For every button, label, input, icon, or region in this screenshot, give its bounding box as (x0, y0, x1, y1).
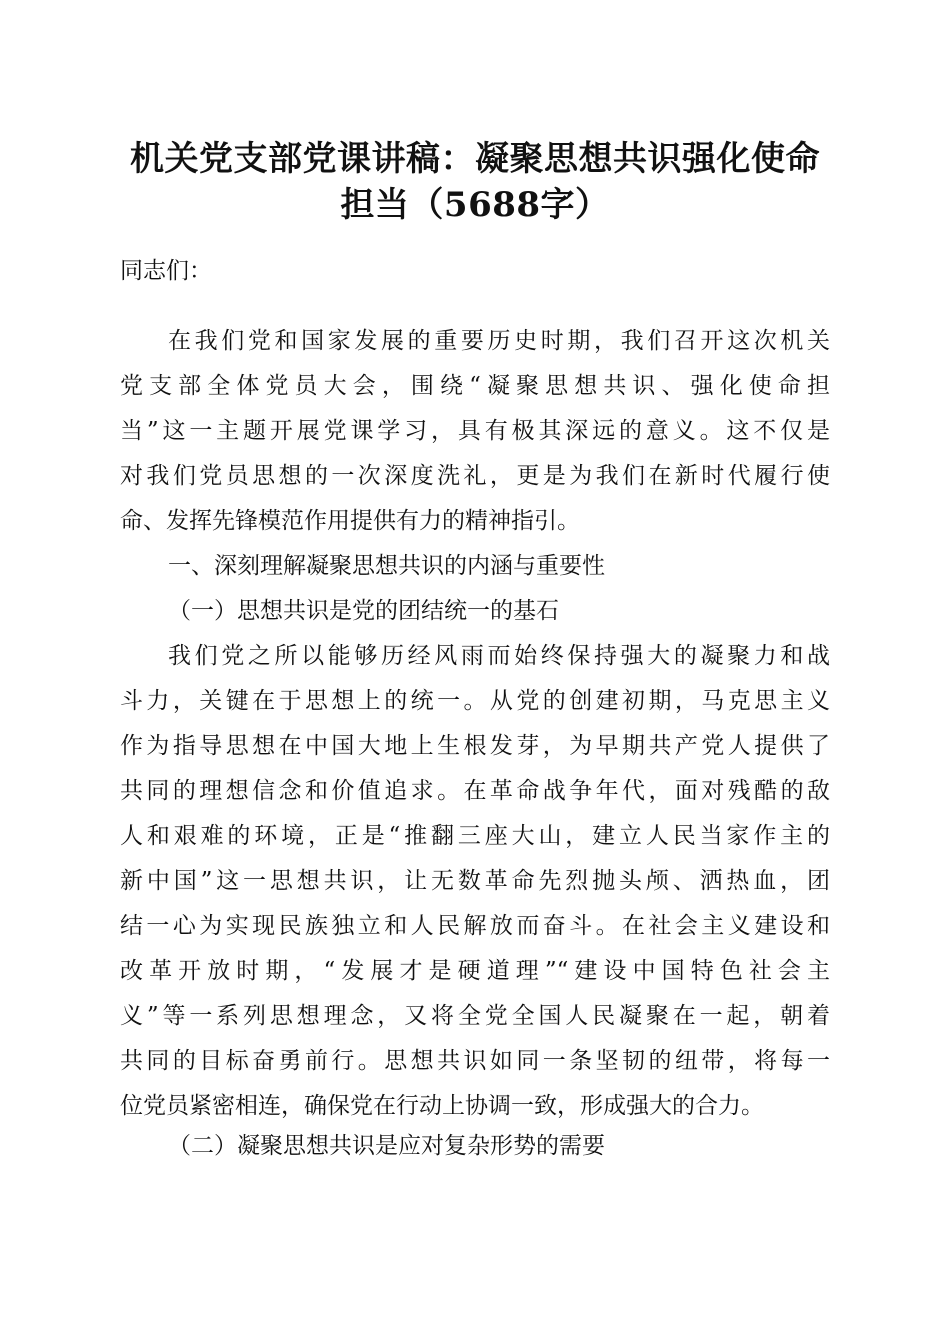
paragraph-line: 共同的理想信念和价值追求。在革命战争年代，面对残酷的敌 (120, 778, 830, 804)
salutation: 同志们： (120, 258, 212, 284)
paragraph-line: 人和艰难的环境，正是“推翻三座大山，建立人民当家作主的 (120, 823, 830, 849)
subsection-heading-1: （一）思想共识是党的团结统一的基石 (168, 598, 559, 624)
document-title-line-1: 机关党支部党课讲稿：凝聚思想共识强化使命 (130, 139, 820, 179)
paragraph-line: 改革开放时期，“发展才是硬道理”“建设中国特色社会主 (120, 958, 830, 984)
intro-line: 对我们党员思想的一次深度洗礼，更是为我们在新时代履行使 (120, 463, 830, 489)
intro-line: 党支部全体党员大会，围绕“凝聚思想共识、强化使命担 (120, 373, 830, 399)
intro-line: 在我们党和国家发展的重要历史时期，我们召开这次机关 (168, 328, 830, 354)
paragraph-line: 作为指导思想在中国大地上生根发芽，为早期共产党人提供了 (120, 733, 830, 759)
document-title-line-2: 担当（5688字） (340, 185, 610, 225)
paragraph-line: 我们党之所以能够历经风雨而始终保持强大的凝聚力和战 (168, 643, 830, 669)
paragraph-line: 共同的目标奋勇前行。思想共识如同一条坚韧的纽带，将每一 (120, 1048, 830, 1074)
paragraph-line: 斗力，关键在于思想上的统一。从党的创建初期，马克思主义 (120, 688, 830, 714)
paragraph-line: 结一心为实现民族独立和人民解放而奋斗。在社会主义建设和 (120, 913, 830, 939)
paragraph-line: 义”等一系列思想理念，又将全党全国人民凝聚在一起，朝着 (120, 1003, 830, 1029)
intro-line: 命、发挥先锋模范作用提供有力的精神指引。 (120, 508, 580, 534)
paragraph-line: 新中国”这一思想共识，让无数革命先烈抛头颅、洒热血，团 (120, 868, 830, 894)
subsection-heading-2: （二）凝聚思想共识是应对复杂形势的需要 (168, 1133, 605, 1159)
paragraph-line: 位党员紧密相连，确保党在行动上协调一致，形成强大的合力。 (120, 1093, 764, 1119)
section-heading-1: 一、深刻理解凝聚思想共识的内涵与重要性 (168, 553, 605, 579)
intro-line: 当”这一主题开展党课学习，具有极其深远的意义。这不仅是 (120, 418, 830, 444)
